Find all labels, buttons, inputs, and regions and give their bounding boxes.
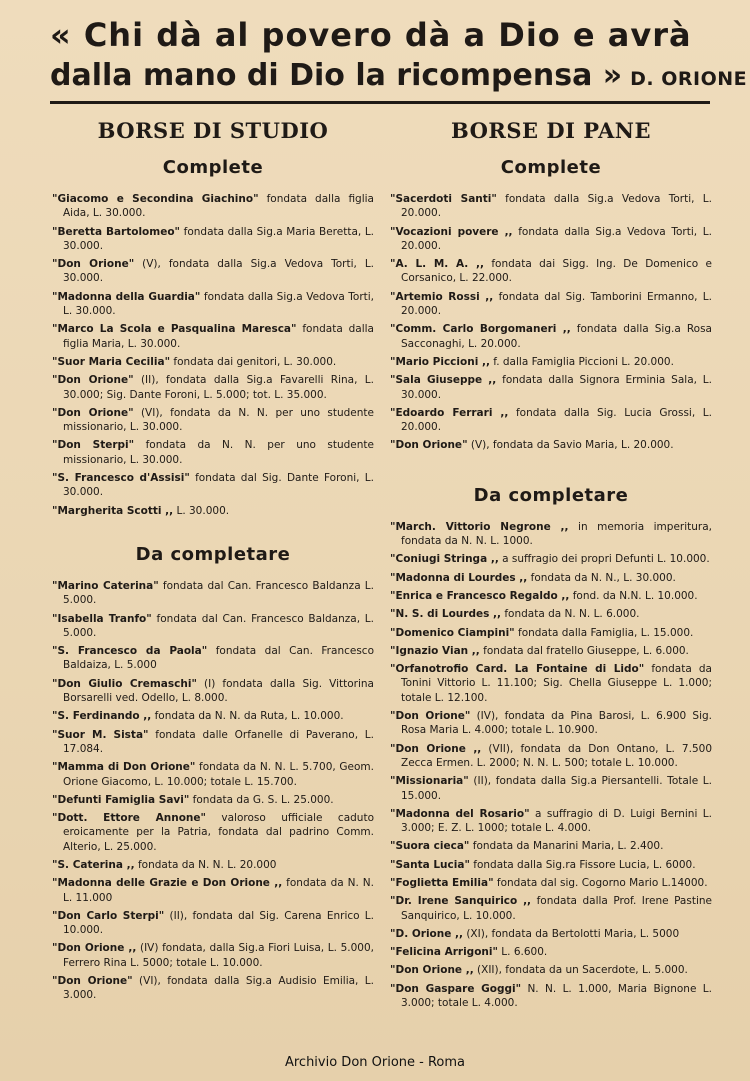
entry-name: Don Orione bbox=[395, 439, 463, 452]
open-quote: " bbox=[52, 374, 58, 387]
left-complete-heading: Complete bbox=[162, 157, 264, 178]
list-item bbox=[390, 742, 712, 771]
close-quote: ,, bbox=[465, 742, 482, 755]
list-item bbox=[52, 677, 374, 706]
entry-name: Margherita Scotti bbox=[57, 504, 162, 517]
left-column-title: BORSE DI STUDIO bbox=[97, 118, 329, 143]
entry-text: fondata dalla figlia Aida, L. 30.000. bbox=[63, 193, 374, 220]
close-quote: " bbox=[509, 626, 515, 639]
open-quote: " bbox=[52, 858, 58, 871]
close-quote: ,, bbox=[550, 520, 569, 533]
close-quote: " bbox=[291, 323, 297, 336]
list-item bbox=[390, 552, 712, 566]
right-column bbox=[390, 112, 712, 1014]
entry-name: Enrica e Francesco Regaldo bbox=[395, 589, 558, 602]
entry-text: valoroso ufficiale caduto eroicamente per la Patria, fondata dal padrino Comm. Alterio, L. 25.000. bbox=[63, 812, 374, 853]
close-quote: ,, bbox=[487, 553, 499, 566]
open-quote: " bbox=[390, 895, 396, 908]
entry-name: Artemio Rossi bbox=[395, 290, 480, 303]
open-quote: " bbox=[390, 876, 396, 889]
open-quote: " bbox=[52, 728, 58, 741]
list-item bbox=[52, 438, 374, 467]
entry-text: (V), fondata da Savio Maria, L. 20.000. bbox=[467, 439, 674, 452]
list-item bbox=[52, 876, 374, 905]
entry-name: Don Orione bbox=[57, 406, 129, 419]
entry-text: fondata dalla figlia Maria, L. 30.000. bbox=[63, 323, 374, 350]
open-quote: " bbox=[390, 946, 396, 959]
list-item bbox=[390, 355, 712, 369]
list-item bbox=[390, 373, 712, 402]
entry-name: Dr. Irene Sanquirico bbox=[395, 895, 518, 908]
entry-text: fondata da N. N. per uno studente missionario, L. 30.000. bbox=[63, 439, 374, 466]
close-quote: ,, bbox=[482, 374, 497, 387]
entry-text: fondata dal Sig. Tamborini Ermanno, L. 20.000. bbox=[401, 290, 712, 318]
entry-text: fondata da G. S. L. 25.000. bbox=[189, 793, 334, 806]
entry-name: Don Orione bbox=[395, 964, 463, 977]
close-quote: " bbox=[464, 710, 471, 723]
entry-name: Domenico Ciampini bbox=[395, 626, 510, 639]
list-item bbox=[52, 290, 374, 319]
list-item bbox=[390, 858, 712, 872]
entry-name: Marco La Scola e Pasqualina Maresca bbox=[57, 323, 292, 336]
open-quote: " bbox=[52, 225, 58, 238]
list-item bbox=[52, 811, 374, 854]
open-quote: " bbox=[52, 812, 58, 825]
entry-name: Foglietta Emilia bbox=[395, 876, 489, 889]
list-item bbox=[390, 982, 712, 1011]
close-quote: ,, bbox=[269, 877, 283, 890]
close-quote: ,, bbox=[139, 710, 152, 723]
close-quote: ,, bbox=[498, 225, 513, 238]
entry-name: Giacomo e Secondina Giachino bbox=[57, 193, 254, 205]
entry-name: Don Sterpi bbox=[57, 439, 129, 452]
entry-name: Don Orione bbox=[57, 975, 128, 988]
close-quote: ,, bbox=[462, 964, 474, 977]
entry-name: S. Francesco da Paola bbox=[57, 645, 202, 658]
entry-text: a suffragio di D. Luigi Bernini L. 3.000; E. Z. L. 1000; totale L. 4.000. bbox=[401, 807, 712, 835]
list-item bbox=[52, 709, 374, 723]
entry-name: Don Gaspare Goggi bbox=[395, 982, 516, 995]
list-item bbox=[52, 941, 374, 970]
open-quote: " bbox=[52, 258, 58, 271]
close-quote: " bbox=[515, 982, 522, 995]
list-item bbox=[52, 644, 374, 673]
entry-text: (VI), fondata da N. N. per uno studente missionario, L. 30.000. bbox=[63, 406, 374, 434]
entry-name: Don Orione bbox=[395, 742, 466, 755]
close-quote: ,, bbox=[468, 258, 484, 271]
close-quote: " bbox=[164, 355, 171, 368]
open-quote: " bbox=[390, 927, 396, 940]
entry-text: fondata dalla Sig.a Vedova Torti, L. 20.000. bbox=[401, 193, 712, 220]
list-item bbox=[390, 607, 712, 621]
entry-text: (IV), fondata da Pina Barosi, L. 6.900 Sig. Rosa Maria L. 4.000; totale L. 10.900. bbox=[401, 710, 712, 737]
right-todo-heading: Da completare bbox=[473, 484, 629, 506]
open-quote: " bbox=[52, 761, 58, 774]
open-quote: " bbox=[390, 374, 396, 387]
open-quote: " bbox=[390, 571, 396, 584]
open-quote: " bbox=[52, 193, 58, 205]
entry-name: Don Orione bbox=[57, 374, 129, 387]
close-quote: " bbox=[488, 876, 494, 889]
open-quote: " bbox=[390, 807, 396, 820]
entry-name: Comm. Carlo Borgomaneri bbox=[395, 323, 557, 336]
list-item bbox=[52, 612, 374, 641]
open-quote: " bbox=[52, 612, 58, 625]
entry-text: fondata dal Can. Francesco Baldaiza, L. 5.000 bbox=[63, 645, 374, 672]
close-quote: " bbox=[491, 193, 497, 205]
entry-text: fondata dalla Famiglia, L. 15.000. bbox=[514, 626, 694, 639]
list-item bbox=[390, 571, 712, 585]
right-todo-list bbox=[390, 520, 712, 1011]
entry-name: Vocazioni povere bbox=[395, 225, 499, 238]
open-quote: " bbox=[390, 589, 396, 602]
list-item bbox=[390, 290, 712, 319]
open-quote: " bbox=[390, 626, 396, 639]
entry-name: Dott. Ettore Annone bbox=[57, 812, 201, 825]
list-item bbox=[390, 876, 712, 890]
list-item bbox=[390, 839, 712, 853]
close-quote: " bbox=[127, 975, 133, 988]
entry-text: (V), fondata dalla Sig.a Vedova Torti, L. 30.000. bbox=[63, 258, 375, 285]
close-quote: " bbox=[184, 472, 190, 485]
entry-name: Isabella Tranfo bbox=[57, 612, 147, 625]
close-quote: ,, bbox=[557, 589, 570, 602]
entry-text: fondata da N. N., L. 30.000. bbox=[527, 571, 676, 584]
entry-name: Defunti Famiglia Savi bbox=[57, 793, 184, 806]
list-item bbox=[52, 355, 374, 369]
entry-text: (II), fondata dal Sig. Carena Enrico L. 10.000. bbox=[63, 909, 374, 937]
entry-text: fondata dalla Sig.ra Fissore Lucia, L. 6000. bbox=[469, 858, 696, 871]
list-item bbox=[390, 774, 712, 803]
list-item bbox=[390, 520, 712, 549]
entry-text: fondata dalla Sig.a Vedova Torti, L. 30.000. bbox=[63, 290, 375, 318]
entry-name: S. Caterina bbox=[57, 858, 123, 871]
close-quote: " bbox=[174, 225, 181, 238]
entry-text: fondata dal Can. Francesco Baldanza, L. 5.000. bbox=[63, 612, 374, 639]
open-quote: " bbox=[52, 677, 58, 690]
left-todo-heading: Da completare bbox=[135, 543, 291, 565]
entry-name: Suor M. Sista bbox=[57, 728, 144, 741]
left-todo-list bbox=[52, 579, 374, 1003]
open-quote: " bbox=[52, 579, 58, 592]
entry-text: fondata dal sig. Cogorno Mario L.14000. bbox=[493, 876, 708, 889]
close-quote: " bbox=[463, 775, 469, 788]
right-complete-list bbox=[390, 192, 712, 453]
open-quote: " bbox=[52, 645, 58, 658]
close-quote: ,, bbox=[161, 504, 174, 517]
entry-text: fondata dalle Orfanelle di Paverano, L. 17.084. bbox=[63, 728, 374, 755]
close-quote: ,, bbox=[451, 927, 463, 940]
close-quote: " bbox=[153, 579, 159, 592]
close-quote: " bbox=[524, 807, 530, 820]
close-quote: " bbox=[158, 909, 165, 922]
close-quote: ,, bbox=[517, 895, 532, 908]
list-item bbox=[390, 807, 712, 836]
close-quote: " bbox=[191, 677, 197, 690]
open-quote: " bbox=[390, 355, 396, 368]
entry-name: Don Orione bbox=[395, 710, 465, 723]
entry-text: fondata dai Sigg. Ing. De Domenico e Corsanico, L. 22.000. bbox=[401, 258, 712, 285]
open-quote: " bbox=[390, 553, 396, 566]
left-column bbox=[52, 112, 374, 1007]
open-quote: " bbox=[52, 290, 58, 303]
quote-line-2 bbox=[50, 56, 748, 99]
list-item bbox=[52, 974, 374, 1003]
close-quote: " bbox=[146, 612, 152, 625]
header-rule bbox=[50, 101, 710, 104]
close-quote: ,, bbox=[478, 355, 490, 368]
archive-footer: Archivio Don Orione - Roma bbox=[284, 1055, 466, 1070]
list-item bbox=[390, 927, 712, 941]
list-item bbox=[52, 909, 374, 938]
list-item bbox=[390, 963, 712, 977]
list-item bbox=[52, 257, 374, 286]
entry-text: fond. da N.N. L. 10.000. bbox=[569, 589, 698, 602]
entry-text: (XI), fondata da Bertolotti Maria, L. 5000 bbox=[463, 927, 680, 940]
entry-name: Edoardo Ferrari bbox=[395, 406, 493, 419]
entry-text: N. N. L. 1.000, Maria Bignone L. 3.000; totale L. 4.000. bbox=[401, 982, 712, 1010]
entry-name: Madonna della Guardia bbox=[57, 290, 195, 303]
entry-name: Coniugi Stringa bbox=[395, 553, 488, 566]
entry-text: fondata dai genitori, L. 30.000. bbox=[170, 355, 337, 368]
entry-text: (II), fondata dalla Sig.a Favarelli Rina, L. 30.000; Sig. Dante Foroni, L. 5.000; tot. L. 35.000. bbox=[63, 374, 374, 401]
list-item bbox=[52, 373, 374, 402]
quote-line-1: « Chi dà al povero dà a Dio e avrà bbox=[50, 16, 692, 54]
entry-name: Santa Lucia bbox=[395, 858, 465, 871]
quote-author: D. ORIONE bbox=[630, 68, 748, 90]
list-item bbox=[52, 406, 374, 435]
close-quote: " bbox=[463, 840, 470, 853]
entry-name: Madonna di Lourdes bbox=[395, 571, 516, 584]
list-item bbox=[52, 225, 374, 254]
open-quote: " bbox=[52, 504, 58, 517]
open-quote: " bbox=[390, 608, 396, 621]
list-item bbox=[390, 644, 712, 658]
list-item bbox=[52, 579, 374, 608]
close-quote: ,, bbox=[479, 290, 494, 303]
left-complete-list bbox=[52, 192, 374, 518]
entry-text: in memoria imperitura, fondata da N. N. L. 1000. bbox=[401, 520, 712, 548]
entry-name: Sala Giuseppe bbox=[395, 374, 483, 387]
header-quote bbox=[50, 14, 748, 99]
open-quote: " bbox=[390, 439, 396, 452]
close-quote: ,, bbox=[122, 858, 135, 871]
close-quote: " bbox=[128, 406, 134, 419]
open-quote: " bbox=[390, 858, 396, 871]
entry-text: fondata da Tonini Vittorio L. 11.100; Sig. Chella Giuseppe L. 1.000; totale L. 12.100. bbox=[401, 663, 712, 704]
close-quote: " bbox=[183, 793, 190, 806]
entry-name: D. Orione bbox=[395, 927, 452, 940]
entry-name: S. Francesco d'Assisi bbox=[57, 472, 185, 485]
list-item bbox=[52, 192, 374, 221]
entry-text: fondata da N. N. L. 6.000. bbox=[500, 608, 640, 621]
right-complete-heading: Complete bbox=[500, 157, 602, 178]
list-item bbox=[52, 322, 374, 351]
entry-name: Orfanotrofio Card. La Fontaine di Lido bbox=[395, 663, 639, 676]
entry-text: (II), fondata dalla Sig.a Piersantelli. Totale L. 15.000. bbox=[401, 775, 712, 802]
open-quote: " bbox=[52, 355, 58, 368]
entry-name: S. Ferdinando bbox=[57, 710, 140, 723]
entry-name: Don Orione bbox=[57, 258, 129, 271]
entry-name: Suor Maria Cecilia bbox=[57, 355, 165, 368]
list-item bbox=[390, 945, 712, 959]
close-quote: " bbox=[492, 946, 498, 959]
list-item bbox=[52, 760, 374, 789]
open-quote: " bbox=[390, 323, 396, 336]
close-quote: " bbox=[128, 258, 135, 271]
entry-text: fondata dal Can. Francesco Baldanza L. 5.000. bbox=[63, 579, 374, 607]
entry-name: Felicina Arrigoni bbox=[395, 946, 493, 959]
open-quote: " bbox=[52, 323, 58, 336]
close-quote: " bbox=[200, 812, 206, 825]
entry-name: Suora cieca bbox=[395, 840, 464, 853]
right-column-title: BORSE DI PANE bbox=[451, 118, 651, 143]
entry-text: (VII), fondata da Don Ontano, L. 7.500 Zecca Ermen. L. 2000; N. N. L. 500; totale L. 10.000. bbox=[401, 742, 712, 769]
close-quote: ,, bbox=[515, 571, 528, 584]
entry-text: fondata dalla Prof. Irene Pastine Sanquirico, L. 10.000. bbox=[401, 895, 712, 922]
entry-text: fondata dal fratello Giuseppe, L. 6.000. bbox=[479, 644, 689, 657]
close-quote: " bbox=[189, 761, 196, 774]
close-quote: ,, bbox=[492, 406, 509, 419]
close-quote: " bbox=[143, 728, 149, 741]
list-item bbox=[390, 192, 712, 221]
entry-text: fondata dalla Signora Erminia Sala, L. 30.000. bbox=[401, 374, 712, 401]
close-quote: " bbox=[462, 439, 468, 452]
open-quote: " bbox=[52, 439, 58, 452]
open-quote: " bbox=[390, 840, 396, 853]
open-quote: " bbox=[390, 193, 396, 205]
entry-text: fondata da N. N. L. 5.700, Geom. Orione Giacomo, L. 10.000; totale L. 15.700. bbox=[63, 761, 374, 788]
list-item bbox=[52, 858, 374, 872]
list-item bbox=[390, 406, 712, 435]
open-quote: " bbox=[52, 793, 58, 806]
close-quote: " bbox=[638, 663, 645, 676]
close-quote: ,, bbox=[556, 323, 571, 336]
list-item bbox=[52, 793, 374, 807]
open-quote: " bbox=[390, 742, 396, 755]
entry-name: Don Carlo Sterpi bbox=[57, 909, 159, 922]
open-quote: " bbox=[52, 877, 58, 890]
entry-text: L. 6.600. bbox=[497, 946, 548, 959]
entry-text: (I) fondata dalla Sig. Vittorina Borsarelli ved. Odello, L. 8.000. bbox=[63, 677, 374, 705]
entry-text: fondata da Manarini Maria, L. 2.400. bbox=[469, 840, 664, 853]
list-item bbox=[52, 504, 374, 518]
open-quote: " bbox=[390, 982, 396, 995]
entry-name: Madonna del Rosario bbox=[395, 807, 525, 820]
open-quote: " bbox=[390, 710, 396, 723]
close-quote: " bbox=[201, 645, 208, 658]
open-quote: " bbox=[390, 775, 396, 788]
entry-text: a suffragio dei propri Defunti L. 10.000. bbox=[498, 553, 710, 566]
entry-name: Missionaria bbox=[395, 775, 464, 788]
entry-name: Don Orione bbox=[57, 942, 125, 955]
open-quote: " bbox=[52, 406, 58, 419]
close-quote: " bbox=[194, 290, 201, 303]
close-quote: " bbox=[464, 858, 470, 871]
close-quote: ,, bbox=[489, 608, 501, 621]
list-item bbox=[390, 709, 712, 738]
entry-name: Sacerdoti Santi bbox=[395, 193, 492, 205]
entry-text: fondata dalla Sig.a Rosa Sacconaghi, L. 20.000. bbox=[401, 323, 712, 350]
open-quote: " bbox=[390, 225, 396, 238]
open-quote: " bbox=[390, 520, 396, 533]
close-quote: ,, bbox=[468, 644, 480, 657]
entry-text: fondata da N. N. da Ruta, L. 10.000. bbox=[151, 710, 344, 723]
open-quote: " bbox=[52, 710, 58, 723]
list-item bbox=[52, 471, 374, 500]
entry-text: (IV) fondata, dalla Sig.a Fiori Luisa, L. 5.000, Ferrero Rina L. 5000; totale L. 10.000. bbox=[63, 942, 375, 969]
open-quote: " bbox=[390, 663, 396, 676]
entry-text: (VI), fondata dalla Sig.a Audisio Emilia, L. 3.000. bbox=[63, 975, 374, 1002]
list-item bbox=[390, 894, 712, 923]
close-quote: " bbox=[253, 193, 259, 205]
list-item bbox=[390, 438, 712, 452]
open-quote: " bbox=[52, 472, 58, 485]
open-quote: " bbox=[390, 644, 396, 657]
close-quote: " bbox=[128, 439, 135, 452]
entry-name: Beretta Bartolomeo bbox=[57, 225, 175, 238]
open-quote: " bbox=[390, 258, 396, 271]
entry-text: L. 30.000. bbox=[173, 504, 230, 517]
entry-name: Mamma di Don Orione bbox=[57, 761, 190, 774]
entry-name: Marino Caterina bbox=[57, 579, 154, 592]
open-quote: " bbox=[390, 964, 396, 977]
entry-text: fondata da N. N. L. 20.000 bbox=[134, 858, 277, 871]
entry-name: Madonna delle Grazie e Don Orione bbox=[57, 877, 270, 890]
list-item bbox=[52, 728, 374, 757]
entry-text: fondata dalla Sig. Lucia Grossi, L. 20.000. bbox=[401, 406, 712, 434]
open-quote: " bbox=[390, 406, 396, 419]
entry-text: (XII), fondata da un Sacerdote, L. 5.000. bbox=[473, 964, 688, 977]
open-quote: " bbox=[52, 909, 58, 922]
list-item bbox=[390, 662, 712, 705]
entry-text: fondata dalla Sig.a Maria Beretta, L. 30.000. bbox=[63, 225, 375, 252]
open-quote: " bbox=[52, 942, 58, 955]
entry-name: N. S. di Lourdes bbox=[395, 608, 490, 621]
entry-name: March. Vittorio Negrone bbox=[395, 520, 551, 533]
close-quote: ,, bbox=[124, 942, 137, 955]
list-item bbox=[390, 589, 712, 603]
open-quote: " bbox=[52, 975, 58, 988]
entry-name: A. L. M. A. bbox=[395, 258, 469, 271]
list-item bbox=[390, 225, 712, 254]
list-item bbox=[390, 322, 712, 351]
open-quote: " bbox=[390, 290, 396, 303]
entry-text: fondata dalla Sig.a Vedova Torti, L. 20.000. bbox=[401, 225, 712, 252]
entry-name: Ignazio Vian bbox=[395, 644, 469, 657]
entry-text: fondata da N. N. L. 11.000 bbox=[63, 877, 374, 904]
entry-name: Mario Piccioni bbox=[395, 355, 479, 368]
quote-line-2-text: dalla mano di Dio la ricompensa » bbox=[50, 58, 623, 93]
close-quote: " bbox=[128, 374, 134, 387]
list-item bbox=[390, 257, 712, 286]
entry-name: Don Giulio Cremaschi bbox=[57, 677, 192, 690]
list-item bbox=[390, 626, 712, 640]
entry-text: fondata dal Sig. Dante Foroni, L. 30.000. bbox=[63, 472, 374, 499]
entry-text: f. dalla Famiglia Piccioni L. 20.000. bbox=[489, 355, 674, 368]
